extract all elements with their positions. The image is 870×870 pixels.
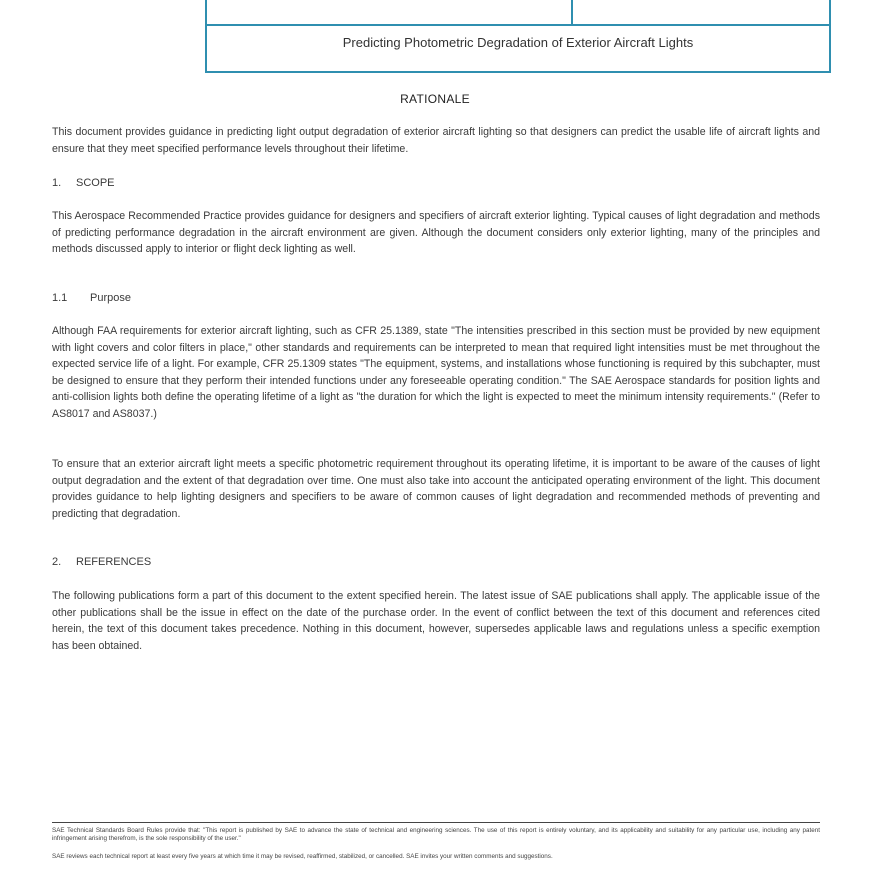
purpose-number: 1.1 <box>52 292 68 304</box>
purpose-text-1: Although FAA requirements for exterior aircraft lighting, such as CFR 25.1389, state "The intensities prescribed in this section must be provided by new equipment with light covers and color filters in place," other standards and requirements can be interpreted to mean that required light intensities must be met throughout the expected service life of a light. For example, CFR 25.1309 states "The equipment, systems, and installations whose functioning is required by this subchapter, must be designed to ensure that they perform their intended functions under any foreseeable operating condition." The SAE Aerospace standards for position lights and anti-collision lights both define the operating lifetime of a light as "the duration for which the light is expected to meet the minimum intensity requirements." (Refer to AS8017 and AS8037.) <box>52 325 820 420</box>
footer-text-2: SAE reviews each technical report at least every five years at which time it may be revised, reaffirmed, stabilized, or cancelled. SAE invites your written comments and suggestions. <box>52 853 553 860</box>
header-divider <box>571 0 573 24</box>
references-number: 2. <box>52 556 62 568</box>
document-title: Predicting Photometric Degradation of Exterior Aircraft Lights <box>342 35 694 50</box>
rationale-text: This document provides guidance in predicting light output degradation of exterior aircraft lighting so that designers can predict the usable life of aircraft lights and ensure that they meet specified performance levels throughout their lifetime. <box>52 126 820 155</box>
scope-text: This Aerospace Recommended Practice provides guidance for designers and specifiers of aircraft exterior lighting. Typical causes of light degradation and methods of predicting performance degradation in the aircraft environment are given. Although the document considers only exterior lighting, many of the principles and methods discussed apply to interior or flight deck lighting as well. <box>52 210 820 256</box>
document-header-box <box>205 0 831 73</box>
references-title: REFERENCES <box>76 556 152 568</box>
scope-number: 1. <box>52 177 62 189</box>
purpose-text-2: To ensure that an exterior aircraft light meets a specific photometric requirement throughout its operating lifetime, it is important to be aware of the causes of light output degradation and the extent of that degradation over time. One must also take into account the anticipated operating environment of the light. This document provides guidance to help lighting designers and specifiers to be aware of common causes of light degradation and recommended methods of preventing and predicting that degradation. <box>52 458 820 520</box>
rationale-heading: RATIONALE <box>400 92 470 106</box>
purpose-heading <box>52 292 131 304</box>
footer-rule <box>52 822 820 823</box>
scope-title: SCOPE <box>76 177 115 189</box>
references-text: The following publications form a part of this document to the extent specified herein. The latest issue of SAE publications shall apply. The applicable issue of the other publications shall be the issue in effect on the date of the purchase order. In the event of conflict between the text of this document and references cited herein, the text of this document takes precedence. Nothing in this document, however, supersedes applicable laws and regulations unless a specific exemption has been obtained. <box>52 590 820 652</box>
references-heading <box>52 556 151 568</box>
scope-heading <box>52 177 115 189</box>
header-top-row <box>207 0 829 26</box>
purpose-title: Purpose <box>90 292 131 304</box>
footer-text-1: SAE Technical Standards Board Rules provide that: "This report is published by SAE to advance the state of technical and engineering sciences. The use of this report is entirely voluntary, and its applicability and suitability for any particular use, including any patent infringement arising therefrom, is the sole responsibility of the user." <box>52 827 820 842</box>
